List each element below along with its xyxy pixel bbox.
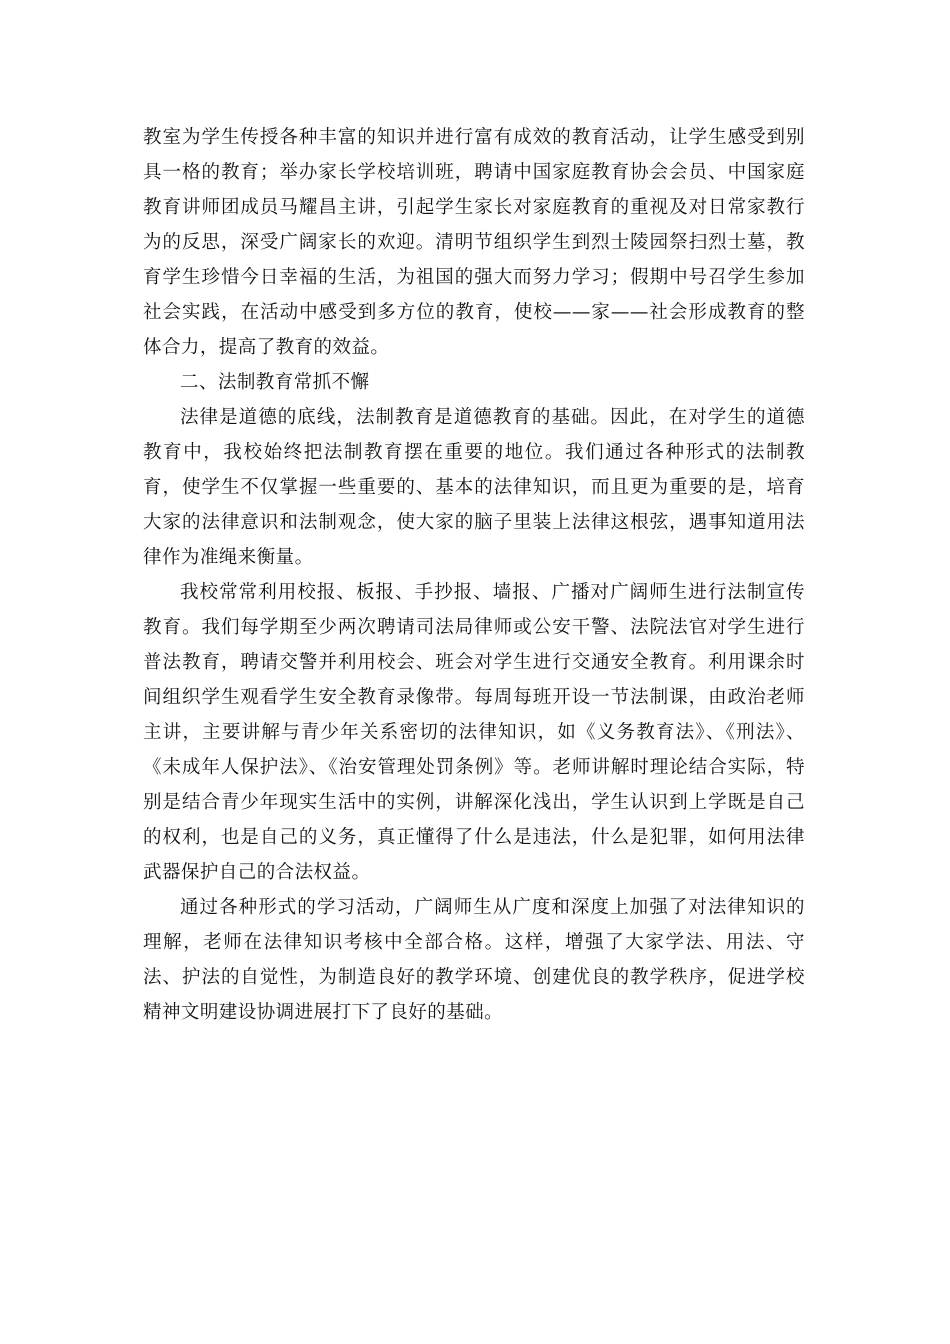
body-paragraph-legal-publicity: 我校常常利用校报、板报、手抄报、墙报、广播对广阔师生进行法制宣传教育。我们每学期至少两次聘请司法局律师或公安干警、法院法官对学生进行普法教育，聘请交警并利用校会、班会对学生进行交通安全教育。利用课余时间组织学生观看学生安全教育录像带。每周每班开设一节法制课，由政治老师主讲，主要讲解与青少年关系密切的法律知识，如《义务教育法》、《刑法》、《未成年人保护法》、《治安管理处罚条例》等。老师讲解时理论结合实际，特别是结合青少年现实生活中的实例，讲解深化浅出，学生认识到上学既是自己的权利，也是自己的义务，真正懂得了什么是违法，什么是犯罪，如何用法律武器保护自己的合法权益。 <box>143 582 805 883</box>
document-body <box>143 120 805 1030</box>
body-paragraph-school-family-society: 教室为学生传授各种丰富的知识并进行富有成效的教育活动，让学生感受到别具一格的教育；举办家长学校培训班，聘请中国家庭教育协会会员、中国家庭教育讲师团成员马耀昌主讲，引起学生家长对家庭教育的重视及对日常家教行为的反思，深受广阔家长的欢迎。清明节组织学生到烈士陵园祭扫烈士墓，教育学生珍惜今日幸福的生活，为祖国的强大而努力学习；假期中号召学生参加社会实践，在活动中感受到多方位的教育，使校——家——社会形成教育的整体合力，提高了教育的效益。 <box>143 127 805 358</box>
body-paragraph-learning-results: 通过各种形式的学习活动，广阔师生从广度和深度上加强了对法律知识的理解，老师在法律知识考核中全部合格。这样，增强了大家学法、用法、守法、护法的自觉性，为制造良好的教学环境、创建优良的教学秩序，促进学校精神文明建设协调进展打下了良好的基础。 <box>143 897 805 1023</box>
section-heading-legal-education: 二、法制教育常抓不懈 <box>180 372 370 393</box>
body-paragraph-law-moral-baseline: 法律是道德的底线，法制教育是道德教育的基础。因此，在对学生的道德教育中，我校始终把法制教育摆在重要的地位。我们通过各种形式的法制教育，使学生不仅掌握一些重要的、基本的法律知识，而且更为重要的是，培育大家的法律意识和法制观念，使大家的脑子里装上法律这根弦，遇事知道用法律作为准绳来衡量。 <box>143 407 805 568</box>
